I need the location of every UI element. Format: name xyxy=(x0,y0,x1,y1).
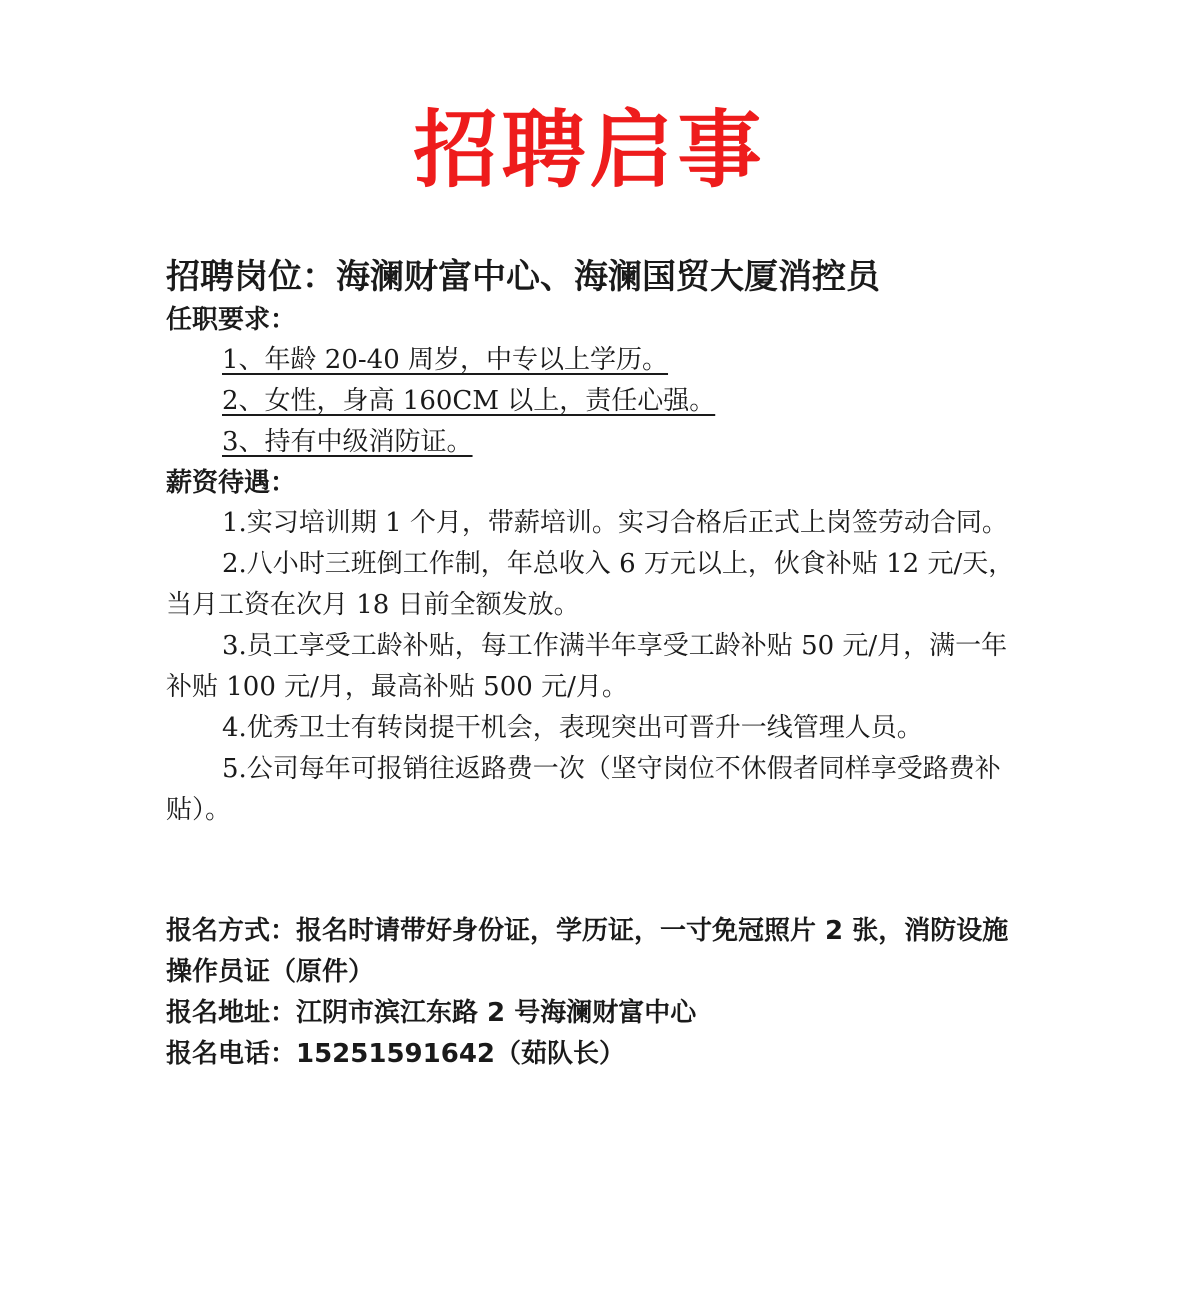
benefit-item: 5.公司每年可报销往返路费一次（坚守岗位不休假者同样享受路费补贴）。 xyxy=(166,754,1001,825)
benefit-item: 2.八小时三班倒工作制，年总收入 6 万元以上，伙食补贴 12 元/天，当月工资在次月 18 日前全额发放。 xyxy=(166,549,1015,620)
requirements-list xyxy=(166,340,1016,463)
requirement-text: 1、年龄 20-40 周岁，中专以上学历。 xyxy=(222,345,669,375)
position-heading: 招聘岗位：海澜财富中心、海澜国贸大厦消控员 xyxy=(166,257,880,297)
benefit-item: 4.优秀卫士有转岗提干机会，表现突出可晋升一线管理人员。 xyxy=(222,713,923,743)
benefit-item: 3.员工享受工龄补贴，每工作满半年享受工龄补贴 50 元/月，满一年补贴 100 元/月，最高补贴 500 元/月。 xyxy=(166,631,1008,702)
notice-content xyxy=(166,254,1016,1075)
section-spacer xyxy=(166,831,1016,911)
requirement-text: 2、女性，身高 160CM 以上，责任心强。 xyxy=(222,386,716,416)
registration-address: 报名地址：江阴市滨江东路 2 号海澜财富中心 xyxy=(166,998,697,1028)
requirement-item xyxy=(166,381,1016,422)
benefits-heading: 薪资待遇： xyxy=(166,468,297,498)
requirement-text: 3、持有中级消防证。 xyxy=(222,427,473,457)
requirement-item xyxy=(166,340,1016,381)
registration-method: 报名方式：报名时请带好身份证，学历证，一寸免冠照片 2 张，消防设施操作员证（原件） xyxy=(166,916,1009,987)
requirement-item xyxy=(166,422,1016,463)
benefit-item: 1.实习培训期 1 个月，带薪培训。实习合格后正式上岗签劳动合同。 xyxy=(222,508,1008,538)
registration-phone: 报名电话：15251591642（茹队长） xyxy=(166,1039,625,1069)
requirements-heading: 任职要求： xyxy=(166,305,297,335)
notice-title: 招聘启事 xyxy=(413,101,766,199)
